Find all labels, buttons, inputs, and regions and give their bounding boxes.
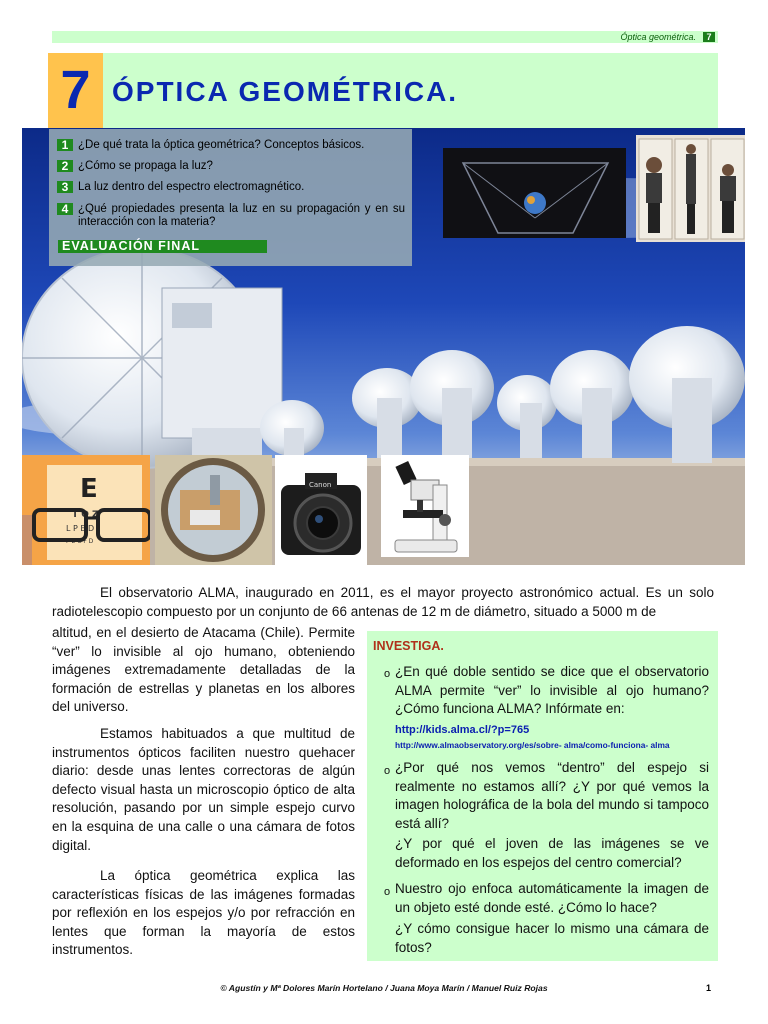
chapter-number-box xyxy=(48,53,103,128)
microscope-illustration xyxy=(381,455,469,557)
camera-illustration xyxy=(275,455,367,565)
hologram-globe-photo xyxy=(443,148,626,238)
final-evaluation-button[interactable]: EVALUACIÓN FINAL xyxy=(58,240,267,253)
index-number: 3 xyxy=(57,181,73,193)
running-header xyxy=(52,31,718,43)
convex-mirror-illustration xyxy=(155,455,272,565)
index-number: 1 xyxy=(57,139,73,151)
page-title: ÓPTICA GEOMÉTRICA. xyxy=(112,76,459,107)
microscope-photo xyxy=(381,455,469,557)
index-item-4[interactable] xyxy=(57,203,405,229)
chapter-number: 7 xyxy=(60,60,91,120)
index-item-label: La luz dentro del espectro electromagnético. xyxy=(78,181,305,193)
question-camera-focus: ¿Y cómo consigue hacer lo mismo una cámara de fotos? xyxy=(395,921,709,955)
index-number: 2 xyxy=(57,160,73,172)
link-kids-alma[interactable]: http://kids.alma.cl/?p=765 xyxy=(395,724,530,736)
glasses-illustration xyxy=(22,455,150,565)
bullet-icon: o xyxy=(384,886,391,898)
bullet-icon: o xyxy=(384,765,391,777)
investiga-title: INVESTIGA. xyxy=(373,639,444,653)
hologram-globe-illustration xyxy=(443,148,626,238)
camera-brand: Canon xyxy=(309,481,332,489)
question-deformed-mirror: ¿Y por qué el joven de las imágenes se ve deformado en los espejos del centro comercial? xyxy=(395,836,709,870)
index-item-1[interactable] xyxy=(57,139,364,152)
footer-credits: © Agustín y Mª Dolores Marín Hortelano / Juana Moya Marín / Manuel Ruiz Rojas xyxy=(220,983,548,993)
page-number: 1 xyxy=(706,983,712,993)
paragraph-3: La óptica geométrica explica las características físicas de las imágenes formadas por reflexión en los espejos y/o por refracción en lentes que forman la mayoría de estos instrumentos. xyxy=(52,868,355,958)
eye-chart-row-4: P E C F D xyxy=(66,538,94,545)
paragraph-2: Estamos habituados a que multitud de instrumentos ópticos faciliten nuestro quehacer diario: desde unas lentes correctoras de algún defecto visual hasta un microscopio óptico de alta resolución, pasando por un simple espejo curvo en la esquina de una calle o una cámara de fotos digital. xyxy=(52,726,355,853)
index-item-label: ¿Cómo se propaga la luz? xyxy=(78,160,213,172)
chapter-badge: 7 xyxy=(703,32,715,42)
eye-chart-row-3: L P E D xyxy=(66,524,95,533)
index-item-label: ¿Qué propiedades presenta la luz en su propagación y en su interacción con la materia? xyxy=(78,203,405,228)
question-alma: ¿En qué doble sentido se dice que el observatorio ALMA permite “ver” lo invisible al ojo humano? ¿Cómo funciona ALMA? Infórmate en: xyxy=(395,664,709,717)
distorting-mirrors-photo xyxy=(636,135,745,242)
bullet-icon: o xyxy=(384,668,391,680)
investiga-box xyxy=(367,631,718,961)
distorted-figures-illustration xyxy=(636,135,745,242)
eye-chart-row-2: T O Z xyxy=(72,510,99,520)
convex-mirror-photo xyxy=(155,455,272,565)
index-item-3[interactable] xyxy=(57,181,304,194)
index-item-label: ¿De qué trata la óptica geométrica? Conceptos básicos. xyxy=(78,139,365,151)
link-almaobservatory[interactable]: http://www.almaobservatory.org/es/sobre- alma/como-funciona- alma xyxy=(395,740,670,750)
question-mirror: ¿Por qué nos vemos “dentro” del espejo si realmente no estamos allí? ¿Y por qué vemos la imagen holográfica de la bola del mundo si tampoco está allí? xyxy=(395,760,709,831)
paragraph-1-intro: El observatorio ALMA, inaugurado en 2011, es el mayor proyecto astronómico actual. Es un solo radiotelescopio compuesto por un conjunto de 66 antenas de 12 m de diámetro, situado a 5000 m de xyxy=(52,585,714,619)
paragraph-1-continuation: altitud, en el desierto de Atacama (Chile). Permite “ver” lo invisible al ojo humano, obteniendo imágenes extremadamente detalladas de la formación de estrellas y planetas en los albores del universo. xyxy=(52,625,355,715)
glasses-eye-chart-photo xyxy=(22,455,150,565)
eye-chart-letter: E xyxy=(80,474,98,504)
digital-camera-photo xyxy=(275,455,367,565)
question-eye-focus: Nuestro ojo enfoca automáticamente la imagen de un objeto esté donde esté. ¿Cómo lo hace? xyxy=(395,881,709,915)
index-number: 4 xyxy=(57,203,73,215)
running-title: Óptica geométrica. xyxy=(620,32,696,42)
index-item-2[interactable] xyxy=(57,160,213,173)
chapter-index xyxy=(49,129,412,266)
